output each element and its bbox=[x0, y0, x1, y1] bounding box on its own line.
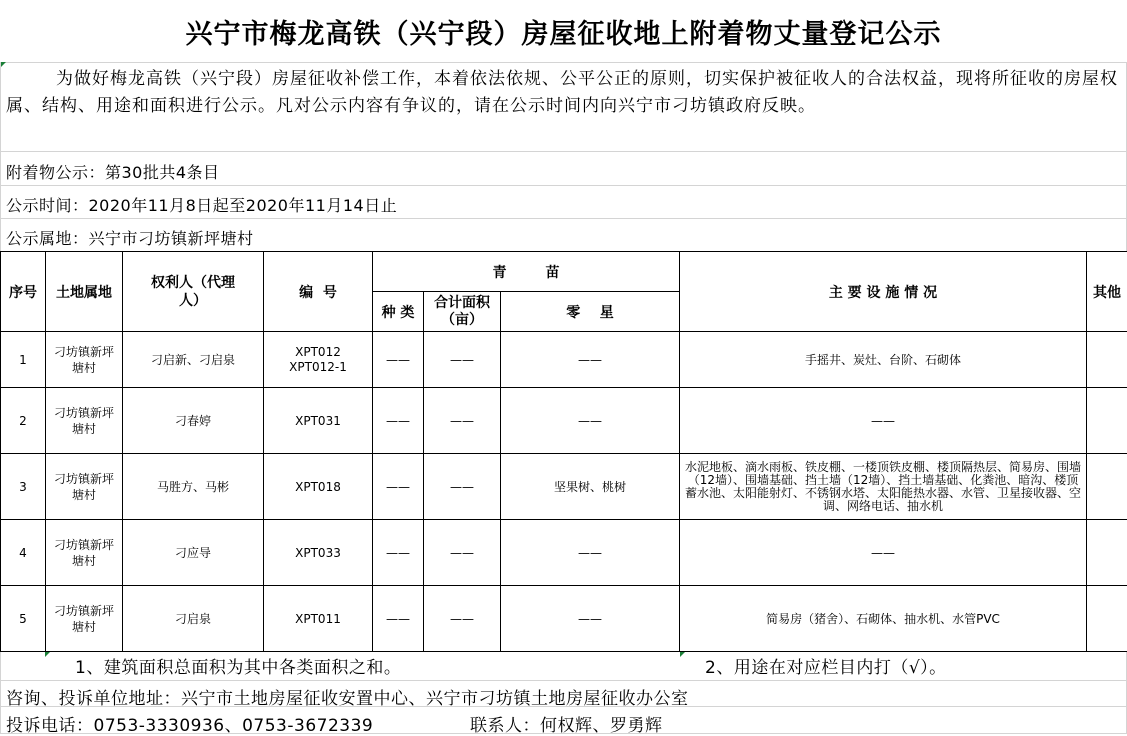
cell-scattered: —— bbox=[501, 586, 680, 652]
cell-kind: —— bbox=[373, 586, 424, 652]
cell-owner: 马胜方、马彬 bbox=[123, 454, 264, 520]
cell-facilities: 简易房（猪舍）、石砌体、抽水机、水管PVC bbox=[680, 586, 1087, 652]
cell-owner: 刁春婷 bbox=[123, 388, 264, 454]
cell-land-text: 刁坊镇新坪塘村 bbox=[51, 603, 117, 635]
header-other: 其他 bbox=[1087, 252, 1127, 332]
cell-land bbox=[46, 332, 123, 388]
note-2: 2、用途在对应栏目内打（√）。 bbox=[705, 650, 947, 680]
cell-land bbox=[46, 388, 123, 454]
cell-land-text: 刁坊镇新坪塘村 bbox=[51, 405, 117, 437]
cell-land bbox=[46, 586, 123, 652]
gridline bbox=[0, 151, 1127, 152]
cell-comment-marker bbox=[45, 652, 50, 657]
header-crops: 青 苗 bbox=[373, 252, 680, 292]
cell-code: XPT033 bbox=[264, 520, 373, 586]
header-owner-text: 权利人（代理人） bbox=[148, 274, 238, 310]
cell-kind: —— bbox=[373, 520, 424, 586]
contact-phone: 投诉电话：0753-3330936、0753-3672339 bbox=[6, 711, 373, 736]
cell-seq: 4 bbox=[1, 520, 46, 586]
cell-scattered: —— bbox=[501, 388, 680, 454]
cell-code: XPT018 bbox=[264, 454, 373, 520]
cell-owner: 刁启新、刁启泉 bbox=[123, 332, 264, 388]
cell-land-text: 刁坊镇新坪塘村 bbox=[51, 471, 117, 503]
cell-area: —— bbox=[424, 520, 501, 586]
cell-land bbox=[46, 454, 123, 520]
batch-info: 附着物公示：第30批共4条目 bbox=[6, 160, 220, 183]
cell-other bbox=[1087, 454, 1127, 520]
cell-kind: —— bbox=[373, 332, 424, 388]
cell-seq: 1 bbox=[1, 332, 46, 388]
cell-scattered: 坚果树、桃树 bbox=[501, 454, 680, 520]
cell-land-text: 刁坊镇新坪塘村 bbox=[51, 537, 117, 569]
cell-seq: 2 bbox=[1, 388, 46, 454]
header-scattered: 零 星 bbox=[501, 292, 680, 332]
header-facilities: 主 要 设 施 情 况 bbox=[680, 252, 1087, 332]
cell-other bbox=[1087, 520, 1127, 586]
cell-kind: —— bbox=[373, 388, 424, 454]
cell-owner: 刁应导 bbox=[123, 520, 264, 586]
cell-scattered: —— bbox=[501, 520, 680, 586]
cell-facilities: —— bbox=[680, 520, 1087, 586]
gridline bbox=[0, 185, 1127, 186]
cell-owner: 刁启泉 bbox=[123, 586, 264, 652]
cell-other bbox=[1087, 586, 1127, 652]
gridline bbox=[0, 218, 1127, 219]
cell-other bbox=[1087, 332, 1127, 388]
cell-area: —— bbox=[424, 332, 501, 388]
cell-scattered: —— bbox=[501, 332, 680, 388]
cell-seq: 5 bbox=[1, 586, 46, 652]
cell-seq: 3 bbox=[1, 454, 46, 520]
table-row bbox=[1, 586, 1127, 652]
header-code: 编 号 bbox=[264, 252, 373, 332]
cell-facilities: 水泥地板、滴水雨板、铁皮棚、一楼顶铁皮棚、楼顶隔热层、简易房、围墙（12墙）、围墙基础、挡土墙（12墙）、挡土墙基础、化粪池、暗沟、楼顶蓄水池、太阳能射灯、不锈钢水塔、太阳能热水器、水管、卫星接收器、空调、网络电话、抽水机 bbox=[680, 454, 1087, 520]
contact-address: 咨询、投诉单位地址：兴宁市土地房屋征收安置中心、兴宁市刁坊镇土地房屋征收办公室 bbox=[6, 684, 689, 709]
table-row bbox=[1, 520, 1127, 586]
cell-facilities: 手摇井、炭灶、台阶、石砌体 bbox=[680, 332, 1087, 388]
header-land: 土地属地 bbox=[46, 252, 123, 332]
table-row bbox=[1, 332, 1127, 388]
header-kind: 种 类 bbox=[373, 292, 424, 332]
cell-kind: —— bbox=[373, 454, 424, 520]
note-1: 1、建筑面积总面积为其中各类面积之和。 bbox=[75, 650, 401, 680]
table-row bbox=[1, 388, 1127, 454]
page-title: 兴宁市梅龙高铁（兴宁段）房屋征收地上附着物丈量登记公示 bbox=[0, 0, 1127, 63]
period-info: 公示时间：2020年11月8日起至2020年11月14日止 bbox=[6, 193, 397, 216]
cell-facilities: —— bbox=[680, 388, 1087, 454]
contact-person: 联系人：何权辉、罗勇辉 bbox=[470, 711, 663, 736]
attachment-table bbox=[0, 251, 1127, 652]
header-area-text: 合计面积（亩） bbox=[426, 295, 498, 329]
cell-code: XPT031 bbox=[264, 388, 373, 454]
cell-area: —— bbox=[424, 586, 501, 652]
intro-paragraph: 为做好梅龙高铁（兴宁段）房屋征收补偿工作，本着依法依规、公平公正的原则，切实保护被征收人的合法权益，现将所征收的房屋权属、结构、用途和面积进行公示。凡对公示内容有争议的，请在公示时间内向兴宁市刁坊镇政府反映。 bbox=[6, 66, 1118, 120]
gridline bbox=[0, 680, 1127, 681]
cell-code: XPT011 bbox=[264, 586, 373, 652]
table-row bbox=[1, 454, 1127, 520]
header-seq: 序号 bbox=[1, 252, 46, 332]
cell-land-text: 刁坊镇新坪塘村 bbox=[51, 344, 117, 376]
cell-area: —— bbox=[424, 388, 501, 454]
location-info: 公示属地：兴宁市刁坊镇新坪塘村 bbox=[6, 226, 254, 249]
cell-code: XPT012 XPT012-1 bbox=[264, 332, 373, 388]
cell-other bbox=[1087, 388, 1127, 454]
header-area bbox=[424, 292, 501, 332]
cell-comment-marker bbox=[680, 652, 685, 657]
cell-area: —— bbox=[424, 454, 501, 520]
header-owner bbox=[123, 252, 264, 332]
cell-land bbox=[46, 520, 123, 586]
